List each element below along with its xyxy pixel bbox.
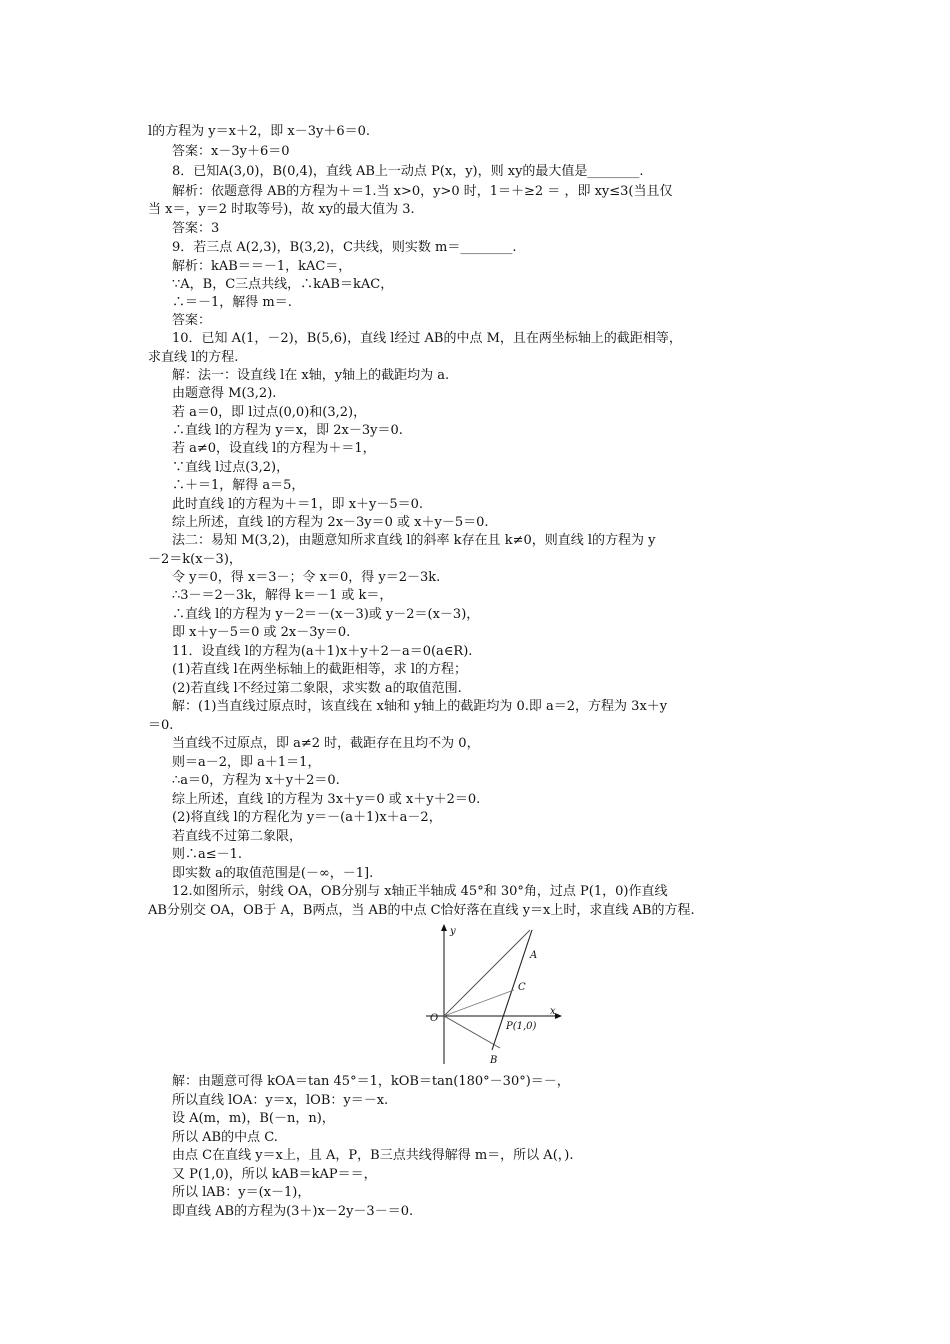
text-line: 若 a＝0，即 l过点(0,0)和(3,2)， [172,405,367,420]
text-line: (2)将直线 l的方程化为 y＝－(a＋1)x＋a－2， [172,810,442,825]
text-line: 即实数 a的取值范围是(－∞，－1]. [172,866,374,881]
text-line: ∴直线 l的方程为 y－2＝－(x－3)或 y－2＝(x－3)， [172,607,480,622]
text-line: 则＝a－2，即 a＋1＝1， [172,755,321,770]
text-line: 则∴a≤－1. [172,847,243,862]
text-line: 即直线 AB的方程为(3＋)x－2y－3－＝0. [172,1204,414,1219]
text-line: AB分别交 OA，OB于 A，B两点，当 AB的中点 C恰好落在直线 y＝x上时，求直线 AB的方程. [148,903,695,918]
text-line: 所以 AB的中点 C. [172,1130,278,1145]
text-line: ∵直线 l过点(3,2)， [172,460,290,475]
text-line: 当 x＝，y＝2 时取等号)，故 xy的最大值为 3. [148,202,415,217]
text-line: －2＝k(x－3)， [148,552,242,567]
text-line: 由题意得 M(3,2). [172,386,277,401]
text-line: 由点 C在直线 y＝x上，且 A，P，B三点共线得解得 m＝，所以 A(，). [172,1148,574,1163]
point-b-label: B [490,1055,498,1066]
text-line: 令 y＝0，得 x＝3－；令 x＝0，得 y＝2－3k. [172,570,441,585]
line-oc [444,990,514,1016]
text-line: 答案：x－3y＋6＝0 [172,144,290,159]
text-line: 若 a≠0，设直线 l的方程为＋＝1， [172,441,376,456]
x-axis-arrow-icon [555,1013,562,1019]
text-line: 即 x＋y－5＝0 或 2x－3y＝0. [172,625,351,640]
y-axis-arrow-icon [441,924,447,931]
text-line: 11．设直线 l的方程为(a＋1)x＋y＋2－a＝0(a∈R). [172,644,473,659]
geometry-figure [418,922,566,1068]
point-c-label: C [518,982,526,993]
text-line: 解：由题意可得 kOA＝tan 45°＝1，kOB＝tan(180°－30°)＝－， [172,1074,570,1089]
text-line: 解析：依题意得 AB的方程为＋＝1.当 x>0，y>0 时，1＝＋≥2 ＝ ，即 xy≤3(当且仅 [172,184,673,199]
text-line: 综上所述，直线 l的方程为 3x＋y＝0 或 x＋y＋2＝0. [172,792,481,807]
text-line: l的方程为 y＝x＋2，即 x－3y＋6＝0. [148,124,370,139]
text-line: (1)若直线 l在两坐标轴上的截距相等，求 l的方程； [172,662,467,677]
text-line: 解：法一：设直线 l在 x轴，y轴上的截距均为 a. [172,368,450,383]
text-line: ∴直线 l的方程为 y＝x，即 2x－3y＝0. [172,423,403,438]
text-line: 当直线不过原点，即 a≠2 时，截距存在且均不为 0， [172,736,480,751]
y-axis-label: y [450,926,456,937]
text-line: 解：(1)当直线过原点时，该直线在 x轴和 y轴上的截距均为 0.即 a＝2，方程为 3x＋y [172,699,668,714]
text-line: 10．已知 A(1，－2)，B(5,6)，直线 l经过 AB的中点 M，且在两坐标轴上的截距相等， [172,331,682,346]
text-line: 综上所述，直线 l的方程为 2x－3y＝0 或 x＋y－5＝0. [172,515,489,530]
text-line: 12.如图所示，射线 OA，OB分别与 x轴正半轴成 45°和 30°角，过点 P(1，0)作直线 [172,884,668,899]
text-line: 若直线不过第二象限， [172,829,303,844]
text-line: 9．若三点 A(2,3)，B(3,2)，C共线，则实数 m＝________. [172,240,517,255]
origin-label: O [430,1013,439,1024]
text-line: 答案： [172,313,212,328]
text-line: 此时直线 l的方程为＋＝1，即 x＋y－5＝0. [172,497,424,512]
text-line: ∴3－＝2－3k，解得 k＝－1 或 k＝， [172,588,393,603]
point-p-label: P(1,0) [506,1021,537,1032]
text-line: ∴a＝0，方程为 x＋y＋2＝0. [172,773,340,788]
text-line: ＝0. [148,718,174,733]
text-line: 所以 lAB：y＝(x－1)， [172,1185,311,1200]
text-line: 求直线 l的方程. [148,350,239,365]
x-axis-label: x [550,1006,556,1017]
ray-ob [444,1016,500,1048]
text-line: 所以直线 lOA：y＝x，lOB：y＝－x. [172,1093,389,1108]
text-line: 设 A(m，m)，B(－n，n)， [172,1111,335,1126]
text-line: 又 P(1,0)，所以 kAB＝kAP＝＝， [172,1167,377,1182]
text-line: 法二：易知 M(3,2)，由题意知所求直线 l的斜率 k存在且 k≠0，则直线 l的方程为 y [172,533,656,548]
point-a-label: A [530,950,538,961]
text-line: (2)若直线 l不经过第二象限，求实数 a的取值范围. [172,681,462,696]
text-line: ∵A，B，C三点共线，∴kAB＝kAC， [172,277,394,292]
text-line: ∴＋＝1，解得 a＝5， [172,478,305,493]
text-line: 答案：3 [172,221,220,236]
text-line: ∴＝－1，解得 m＝. [172,295,292,310]
text-line: 解析：kAB＝＝－1，kAC＝， [172,259,352,274]
text-line: 8．已知A(3,0)，B(0,4)，直线 AB上一动点 P(x，y)，则 xy的最大值是________. [172,164,644,179]
